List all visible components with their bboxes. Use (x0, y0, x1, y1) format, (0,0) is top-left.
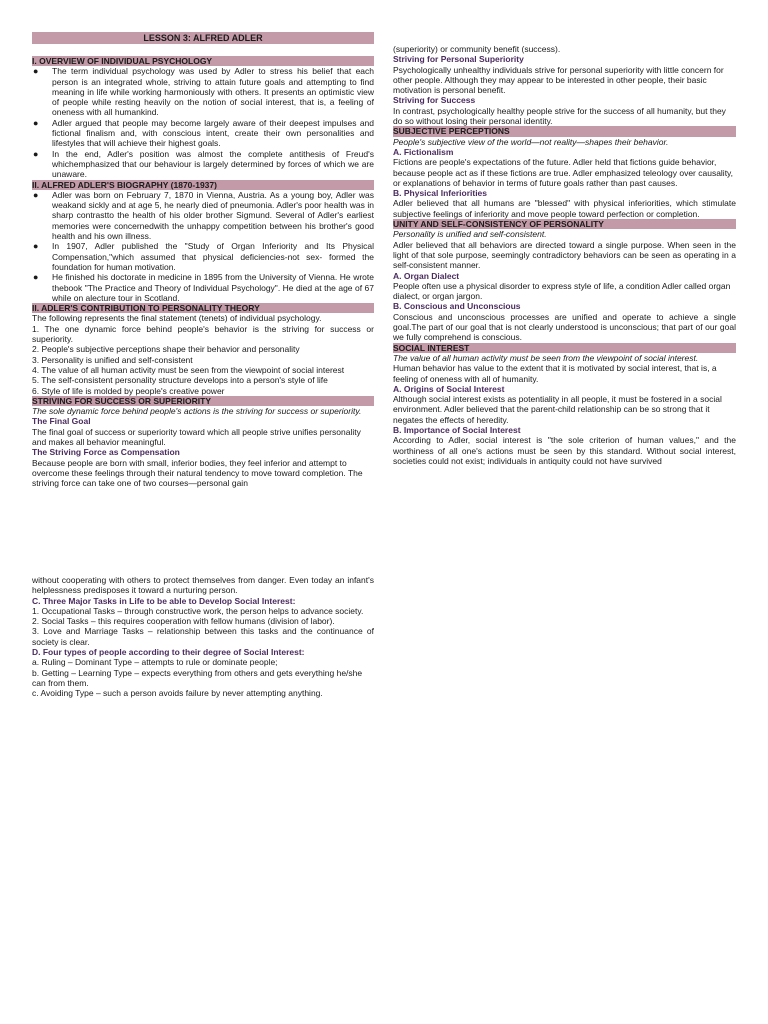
unity-text: Adler believed that all behaviors are directed toward a single purpose. When seen in the light of that sole purpose, seemingly contradictory behaviors can be seen as operating in a self-consistent manner. (393, 239, 736, 271)
fictionalism-text: Fictions are people's expectations of the future. Adler held that fictions guide behavior, because people act as if these fictions are true. Adler emphasized teleology over causality, or explanations of behavior in terms of future goals rather than past causes. (393, 157, 734, 188)
bullet-icon: ● (33, 272, 39, 283)
subheading-organ-dialect: A. Organ Dialect (393, 270, 460, 281)
tenet-item: 4. The value of all human activity must be seen from the viewpoint of social interest (32, 364, 345, 375)
subheading-three-major-tasks: C. Three Major Tasks in Life to be able to Develop Social Interest: (32, 595, 296, 606)
continued-text: without cooperating with others to protect themselves from danger. Even today an infant's helplessness predisposes it toward a nurturing person. (32, 575, 374, 596)
unity-italic-statement: Personality is unified and self-consistent. (393, 229, 547, 240)
left-column (32, 32, 374, 488)
subheading-personal-superiority: Striving for Personal Superiority (393, 54, 524, 65)
striving-italic-statement: The sole dynamic force behind people's actions is the striving for success or superiority. (32, 406, 362, 417)
bullet-icon: ● (33, 117, 39, 128)
list-item: ● The term individual psychology was used by Adler to stress his belief that each person is an integrated whole, striving to attain future goals and attempting to find meaning in life while working harmoniously with others. It presents an optimistic view of people while resting heavily on the notion of social interest, that is, a feeling of oneness with all humankind. (33, 66, 374, 118)
organ-dialect-text: People often use a physical disorder to express style of life, a condition Adler called organ dialect, or organ jargon. (393, 280, 731, 302)
bullet-icon: ● (33, 241, 39, 252)
task-item: 2. Social Tasks – this requires cooperation with fellow humans (division of labor). (32, 616, 335, 627)
social-interest-text: Human behavior has value to the extent that it is motivated by social interest, that is, a feeling of oneness with all of humanity. (393, 363, 717, 384)
tenet-item: 3. Personality is unified and self-consistent (32, 354, 193, 365)
personal-superiority-text: Psychologically unhealthy individuals strive for personal superiority with little concern for other people. Although they may appear to be interested in other people, their basic motivation is personal benefit. (393, 64, 724, 96)
subheading-striving-success: Striving for Success (393, 95, 476, 106)
right-column (393, 44, 736, 466)
conscious-unconscious-text: Conscious and unconscious processes are unified and operate to achieve a single goal.The part of our goal that is not clearly understood is unconscious; that part of our goal we fully comprehend is conscious. (393, 311, 736, 343)
tenet-item: 5. The self-consistent personality structure develops into a person's style of life (32, 375, 328, 386)
final-goal-text: The final goal of success or superiority toward which all people strive unifies personality and makes all behavior meaningful. (32, 426, 361, 447)
list-item: ● In the end, Adler's position was almost the complete antithesis of Freud's whichemphasized that our behaviour is largely determined by forces of which we are unaware. (33, 148, 374, 180)
bottom-left-column (32, 575, 374, 699)
subheading-fictionalism: A. Fictionalism (393, 146, 454, 157)
subheading-striving-force: The Striving Force as Compensation (32, 447, 180, 458)
importance-social-interest-text: According to Adler, social interest is "the sole criterion of human values," and the worthiness of all one's actions must be seen by this standard. Without social interest, societies could not exist; individuals in antiquity could not have survived (393, 435, 736, 466)
tenet-item: 6. Style of life is molded by people's creative power (32, 385, 225, 396)
lesson-title: LESSON 3: ALFRED ADLER (32, 32, 374, 44)
social-interest-italic-statement: The value of all human activity must be seen from the viewpoint of social interest. (393, 352, 699, 363)
overview-bullet-list (32, 66, 374, 179)
section-heading-striving: STRIVING FOR SUCCESS OR SUPERIORITY (32, 396, 374, 406)
list-item: ● In 1907, Adler published the "Study of Organ Inferiority and Its Physical Compensation,"which assumed that physical deficiencies-not sex- formed the foundation for human motivation. (33, 241, 374, 272)
subheading-physical-inferiorities: B. Physical Inferiorities (393, 188, 488, 199)
striving-force-text: Because people are born with small, inferior bodies, they feel inferior and attempt to overcome these feelings through their natural tendency to move toward completion. The striving force can take one of two courses—personal gain (32, 457, 363, 489)
subheading-conscious-unconscious: B. Conscious and Unconscious (393, 301, 521, 312)
type-item: b. Getting – Learning Type – expects everything from others and gets everything he/she can from them. (32, 667, 363, 688)
subjective-italic-statement: People's subjective view of the world—not reality—shapes their behavior. (393, 136, 669, 147)
subheading-final-goal: The Final Goal (32, 416, 91, 427)
task-item: 1. Occupational Tasks – through constructive work, the person helps to advance society. (32, 605, 364, 616)
bullet-icon: ● (33, 66, 39, 77)
subheading-origins-social-interest: A. Origins of Social Interest (393, 383, 505, 394)
section-heading-subjective: SUBJECTIVE PERCEPTIONS (393, 126, 736, 136)
section-heading-contribution: II. ADLER'S CONTRIBUTION TO PERSONALITY THEORY (32, 303, 374, 313)
biography-bullet-list (32, 190, 374, 303)
section-heading-unity: UNITY AND SELF-CONSISTENCY OF PERSONALITY (393, 219, 736, 229)
section-heading-overview: I. OVERVIEW OF INDIVIDUAL PSYCHOLOGY (32, 56, 374, 66)
section-heading-social-interest: SOCIAL INTEREST (393, 343, 736, 353)
list-item: ● Adler argued that people may become largely aware of their deepest impulses and fictional finalism and, with conscious intent, create their own personalities and lifestyles that will achieve their highest goals. (33, 117, 374, 149)
origins-social-interest-text: Although social interest exists as potentiality in all people, it must be fostered in a social environment. Adler believed that the parent-child relationship can be so strong that it negates the effects of heredity. (393, 394, 722, 425)
list-item: ● Adler was born on February 7, 1870 in Vienna, Austria. As a young boy, Adler was weakand sickly and at age 5, he nearly died of pneumonia. Adler's poor health was in sharp contrastto the health of his older brother Sigmund. Several of Adler's earliest memories were concernedwith the unhappy competition between his brother's good health and his own illness. (33, 189, 374, 242)
contribution-intro: The following represents the final statement (tenets) of individual psychology. (32, 313, 322, 324)
subheading-importance-social-interest: B. Importance of Social Interest (393, 424, 521, 435)
type-item: a. Ruling – Dominant Type – attempts to rule or dominate people; (32, 657, 278, 668)
tenet-item: 1. The one dynamic force behind people's behavior is the striving for success or superiority. (32, 323, 374, 345)
task-item: 3. Love and Marriage Tasks – relationship between this tasks and the continuance of society is clear. (32, 626, 374, 647)
striving-success-text: In contrast, psychologically healthy people strive for the success of all humanity, but they do so without losing their personal identity. (393, 105, 726, 127)
bullet-icon: ● (33, 148, 39, 159)
section-heading-biography: II. ALFRED ADLER'S BIOGRAPHY (1870-1937) (32, 180, 374, 190)
tenet-item: 2. People's subjective perceptions shape their behavior and personality (32, 344, 300, 355)
physical-inferiorities-text: Adler believed that all humans are "blessed" with physical inferiorities, which stimulate subjective feelings of inferiority and move people toward perfection or completion. (393, 198, 736, 219)
list-item: ● He finished his doctorate in medicine in 1895 from the University of Vienna. He wrote thebook "The Practice and Theory of Individual Psychology". He died at the age of 67 while on alecture tour in Scotland. (33, 272, 374, 303)
bullet-icon: ● (33, 189, 39, 200)
continued-text: (superiority) or community benefit (success). (393, 44, 561, 54)
subheading-four-types: D. Four types of people according to their degree of Social Interest: (32, 647, 305, 658)
type-item: c. Avoiding Type – such a person avoids failure by never attempting anything. (32, 688, 323, 699)
